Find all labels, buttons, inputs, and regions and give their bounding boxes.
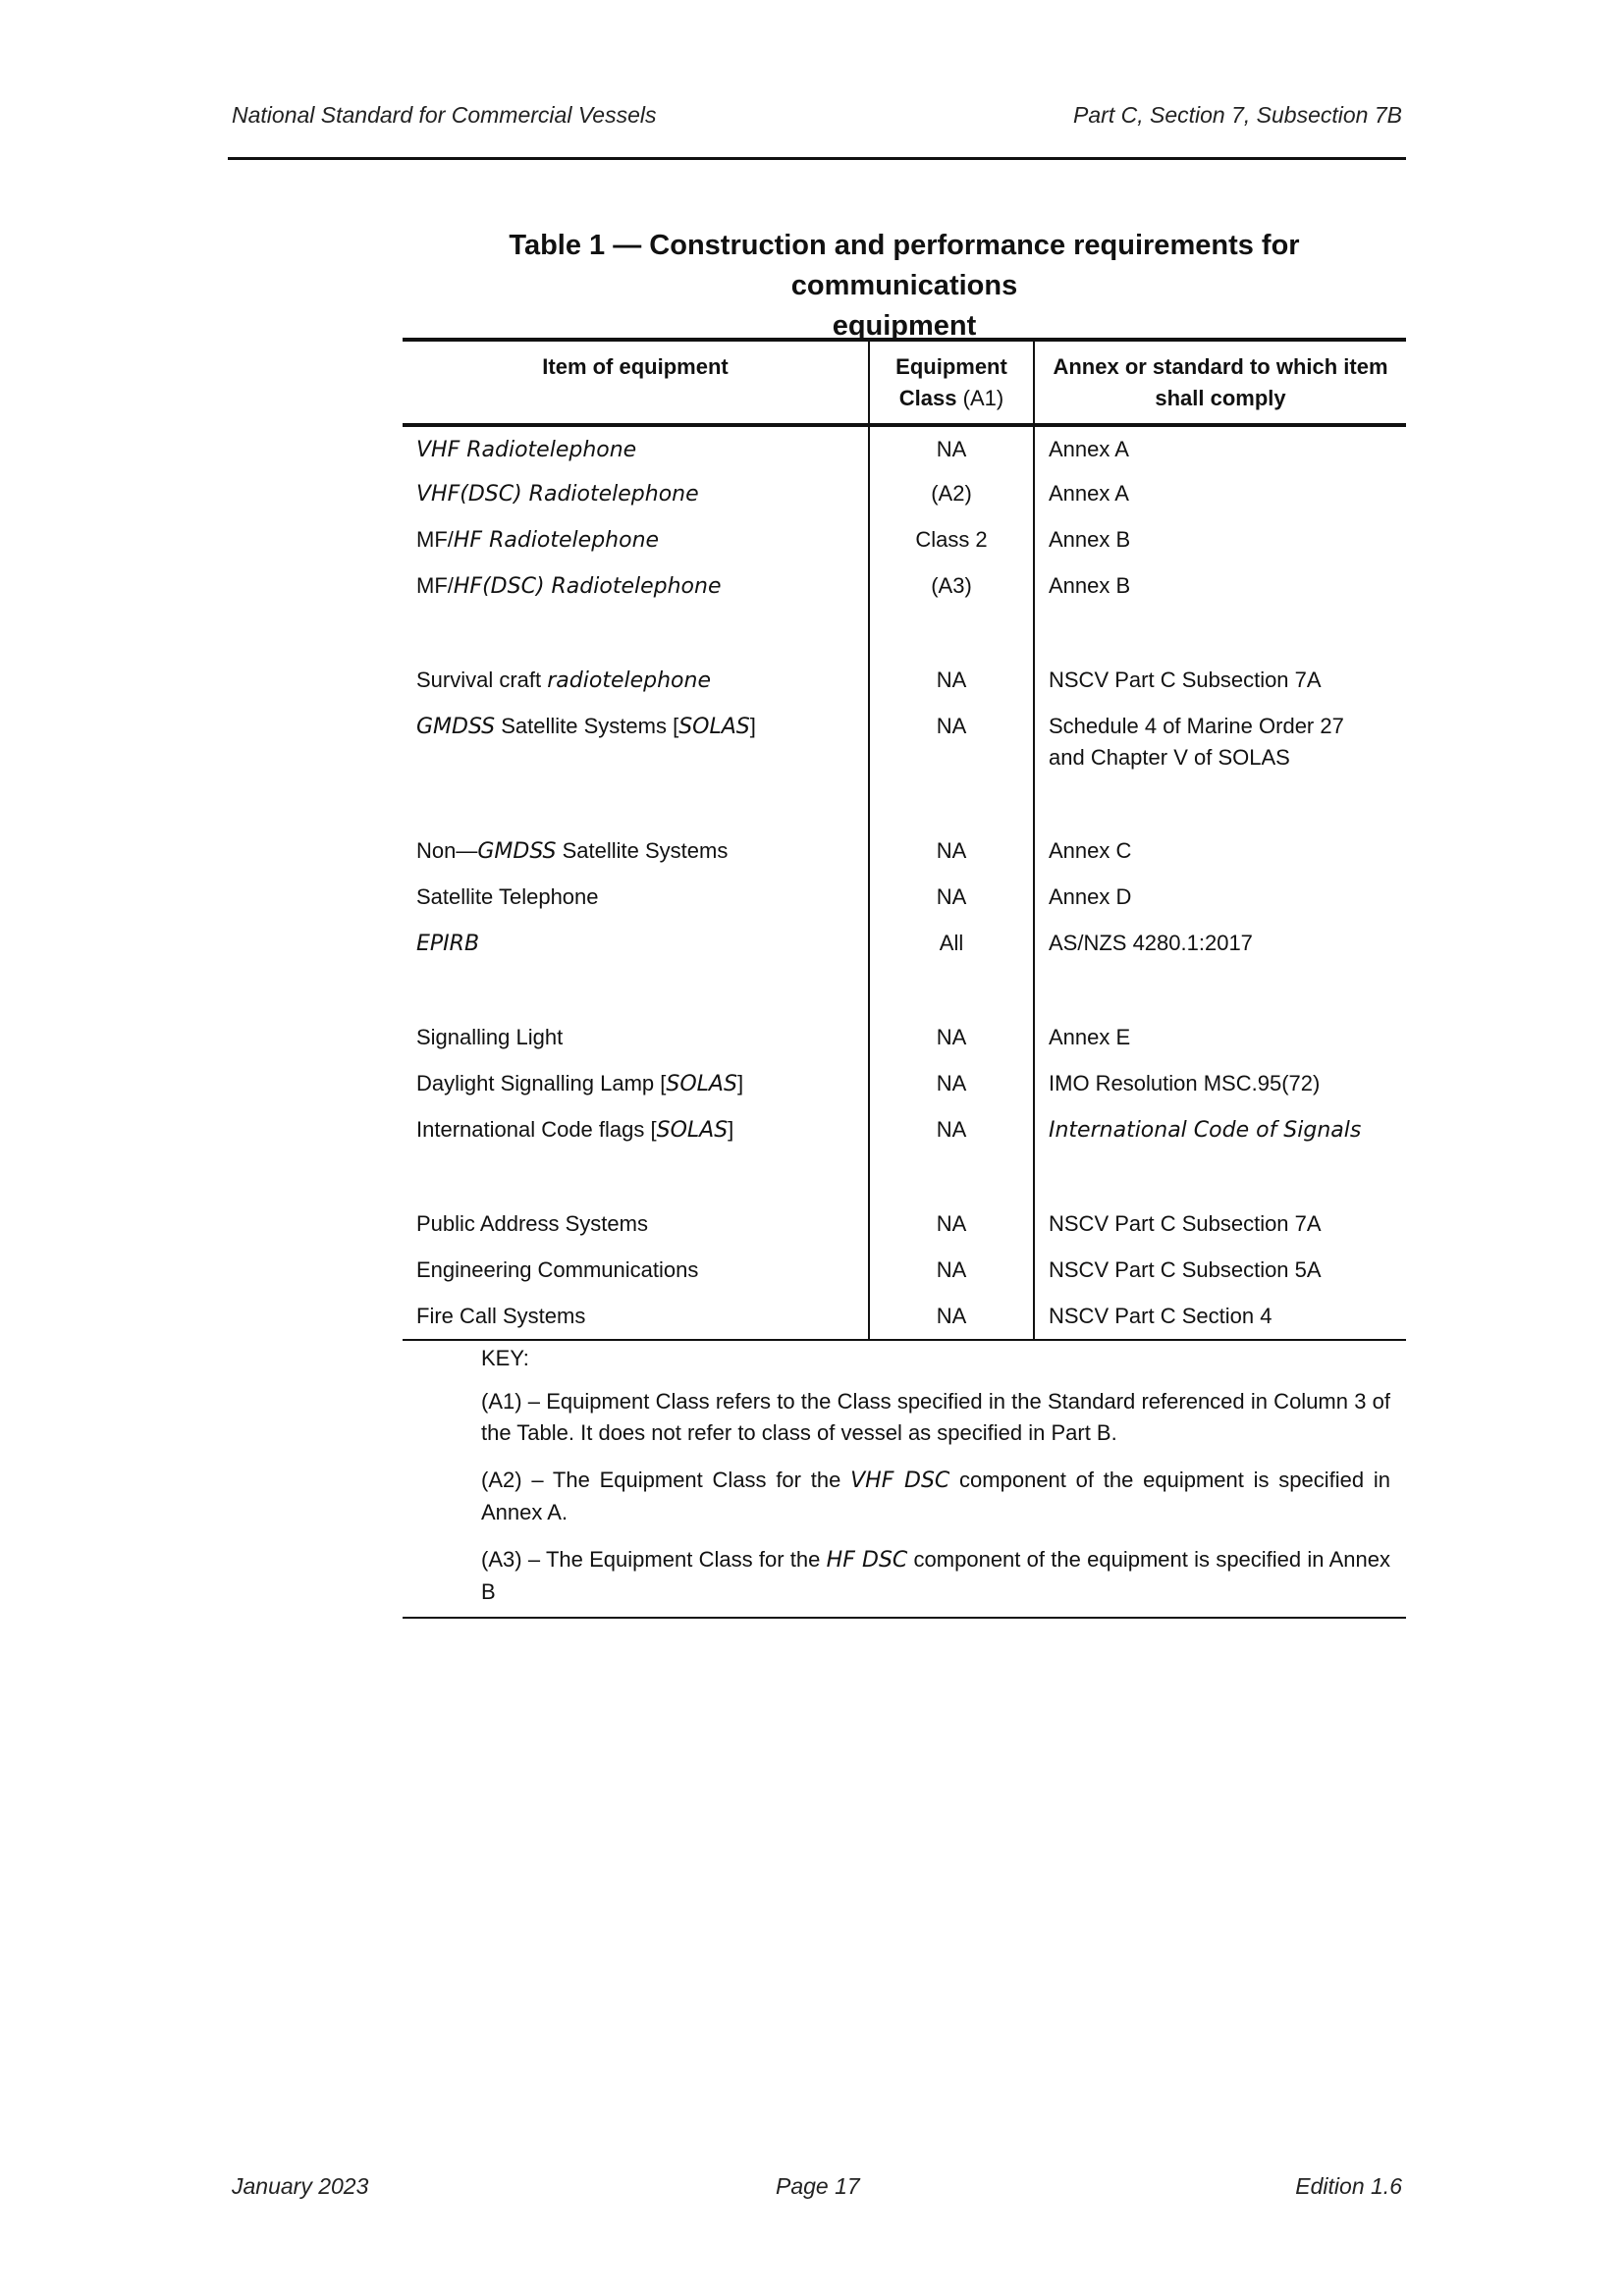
item-label: VHF(DSC) Radiotelephone — [416, 482, 699, 507]
item-label: radiotelephone — [547, 668, 711, 693]
standard-value: IMO Resolution MSC.95(72) — [1049, 1071, 1321, 1095]
standard-value: Annex B — [1049, 527, 1131, 552]
standard-value: AS/NZS 4280.1:2017 — [1049, 931, 1253, 955]
table-row — [403, 1061, 1406, 1107]
table-row — [403, 921, 1406, 967]
key-note-a1: (A1) – Equipment Class refers to the Class specified in the Standard referenced in Column 3 of the Table. It does not refer to class of vessel as specified in Part B. — [481, 1389, 1390, 1445]
standard-value: Annex C — [1049, 838, 1132, 863]
item-label-prefix: MF/ — [416, 527, 454, 552]
standard-value: NSCV Part C Subsection 7A — [1049, 667, 1322, 692]
item-label-suffix: ] — [736, 1071, 744, 1095]
table-row — [403, 1107, 1406, 1153]
item-label: Satellite Telephone — [416, 884, 599, 909]
item-label-suffix: ] — [728, 1117, 734, 1142]
item-label: EPIRB — [416, 932, 480, 956]
item-label: GMDSS — [477, 839, 557, 864]
table-row — [403, 563, 1406, 610]
standard-value: Annex B — [1049, 573, 1131, 598]
table-title-line2: equipment — [832, 310, 977, 342]
table-header-row — [403, 340, 1406, 425]
class-value: NA — [936, 1071, 967, 1095]
key-note-a2: (A2) – The Equipment Class for the VHF DSC component of the equipment is specified in Annex A. — [481, 1468, 1390, 1524]
column-header-standard: Annex or standard to which item shall comply — [1034, 340, 1406, 425]
item-label-prefix: Daylight Signalling Lamp [ — [416, 1071, 667, 1095]
class-value: (A3) — [931, 573, 972, 598]
standard-value: NSCV Part C Subsection 5A — [1049, 1257, 1322, 1282]
table-row — [403, 471, 1406, 517]
table-row — [403, 828, 1406, 875]
table-spacer-row — [403, 780, 1406, 828]
table-row — [403, 517, 1406, 563]
table-spacer-row — [403, 610, 1406, 658]
header-rule — [228, 157, 1406, 160]
column-header-class: Equipment Class (A1) — [869, 340, 1034, 425]
table-title-line1: Table 1 — Construction and performance requirements for communications — [509, 230, 1300, 301]
standard-value-line2: and Chapter V of SOLAS — [1049, 745, 1290, 770]
column-header-item: Item of equipment — [403, 340, 869, 425]
standard-value: NSCV Part C Section 4 — [1049, 1304, 1272, 1328]
table-spacer-row — [403, 967, 1406, 1015]
standard-value: Annex A — [1049, 481, 1129, 506]
class-value: NA — [936, 838, 967, 863]
table-row — [403, 1294, 1406, 1340]
class-value: NA — [936, 1304, 967, 1328]
item-label-prefix: Survival craft — [416, 667, 548, 692]
item-label: GMDSS — [416, 715, 496, 739]
footer-edition: Edition 1.6 — [1295, 2173, 1402, 2199]
equipment-requirements-table — [403, 338, 1406, 1341]
class-value: NA — [936, 667, 967, 692]
standard-value: Annex A — [1049, 437, 1129, 461]
item-label-prefix: MF/ — [416, 573, 454, 598]
standard-value: Annex E — [1049, 1025, 1131, 1049]
table-row — [403, 425, 1406, 471]
table-row — [403, 1201, 1406, 1248]
table-row — [403, 875, 1406, 921]
table-spacer-row — [403, 1153, 1406, 1201]
item-label: Fire Call Systems — [416, 1304, 586, 1328]
item-label: VHF Radiotelephone — [416, 438, 637, 462]
item-label-suffix: Satellite Systems — [556, 838, 729, 863]
item-label-prefix: Non— — [416, 838, 478, 863]
footer-page-number: Page 17 — [776, 2173, 860, 2199]
standard-value: Annex D — [1049, 884, 1132, 909]
table-row — [403, 704, 1406, 780]
item-label: HF Radiotelephone — [453, 528, 660, 553]
item-label: Signalling Light — [416, 1025, 564, 1049]
table-row — [403, 1248, 1406, 1294]
class-value: NA — [936, 1211, 967, 1236]
class-value: NA — [936, 884, 967, 909]
class-value: All — [939, 931, 964, 955]
table-row — [403, 658, 1406, 704]
key-label: KEY: — [481, 1346, 529, 1370]
item-label-tag: SOLAS — [656, 1118, 729, 1143]
item-label-suffix: ] — [749, 714, 756, 738]
standard-value-line1: Schedule 4 of Marine Order 27 — [1049, 714, 1344, 738]
table-title — [403, 226, 1406, 347]
item-label-mid: Satellite Systems [ — [495, 714, 679, 738]
standard-value: NSCV Part C Subsection 7A — [1049, 1211, 1322, 1236]
item-label-prefix: International Code flags [ — [416, 1117, 657, 1142]
item-label: HF(DSC) Radiotelephone — [453, 574, 722, 599]
key-note-a3: (A3) – The Equipment Class for the HF DSC component of the equipment is specified in Annex B — [481, 1547, 1390, 1604]
table-row — [403, 1015, 1406, 1061]
class-value: NA — [936, 437, 967, 461]
table-key — [403, 1343, 1406, 1619]
class-value: Class 2 — [915, 527, 988, 552]
item-label-tag: SOLAS — [678, 715, 750, 739]
class-value: NA — [936, 1257, 967, 1282]
header-document-title: National Standard for Commercial Vessels — [232, 102, 657, 128]
header-section-ref: Part C, Section 7, Subsection 7B — [1073, 102, 1402, 128]
item-label: Public Address Systems — [416, 1211, 648, 1236]
class-value: NA — [936, 1025, 967, 1049]
class-value: NA — [936, 1117, 967, 1142]
standard-value: International Code of Signals — [1049, 1118, 1362, 1143]
class-value: (A2) — [931, 481, 972, 506]
footer-date: January 2023 — [232, 2173, 369, 2199]
item-label: Engineering Communications — [416, 1257, 699, 1282]
class-value: NA — [936, 714, 967, 738]
item-label-tag: SOLAS — [666, 1072, 737, 1096]
